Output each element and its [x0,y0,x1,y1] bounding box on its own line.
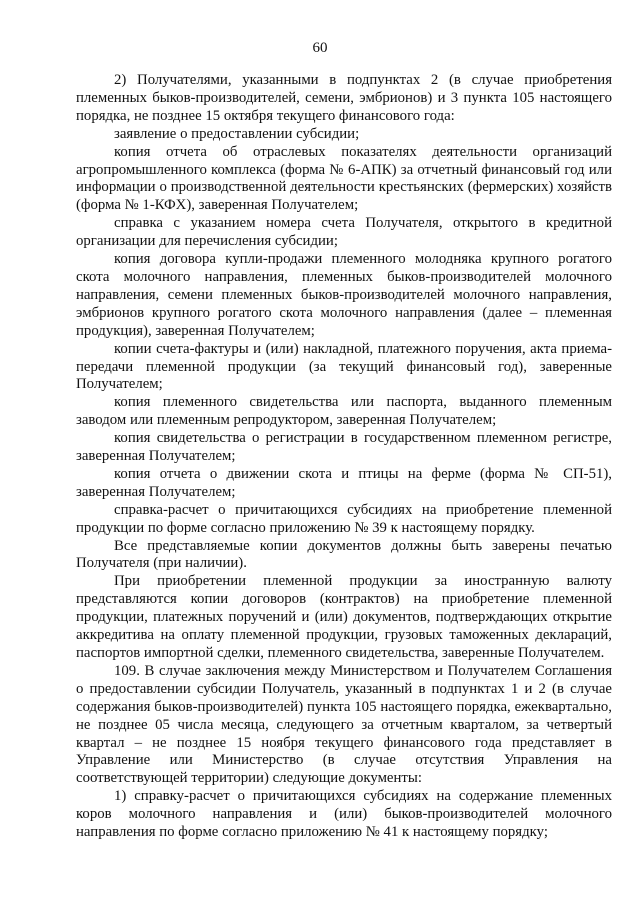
paragraph-subitem-1: 1) справку-расчет о причитающихся субсидиях на содержание племенных коров молочного направления и (или) быков-производителей молочного направления по форме согласно приложению № 41 к настоящему порядку; [76,788,612,841]
paragraph-report-copy: копия отчета об отраслевых показателях деятельности организаций агропромышленного комплекса (форма № 6-АПК) за отчетный финансовый год или информации о производственной деятельности крестьянских (фермерских) хозяйств (форма № 1-КФХ), заверенная Получателем; [76,143,612,214]
paragraph-seal-requirement: Все представляемые копии документов должны быть заверены печатью Получателя (при наличии). [76,537,612,572]
paragraph-livestock-report: копия отчета о движении скота и птицы на ферме (форма № СП-51), заверенная Получателем; [76,465,612,500]
paragraph-clause-109: 109. В случае заключения между Министерством и Получателем Соглашения о предоставлении субсидии Получатель, указанный в подпунктах 1 и 2 (в случае содержания быков-производителей) пункта 105 настоящего порядка, ежеквартально, не позднее 05 числа месяца, следующего за отчетным кварталом, за четвертый квартал – не позднее 15 ноября текущего финансового года представляет в Управление или Министерство (в случае отсутствия Управления на соответствующей территории) следующие документы: [76,662,612,787]
paragraph-registry-certificate: копия свидетельства о регистрации в государственном племенном регистре, заверенная Получателем; [76,430,612,465]
paragraph-invoice-copies: копии счета-фактуры и (или) накладной, платежного поручения, акта приема-передачи племенной продукции (за текущий финансовый год), заверенные Получателем; [76,340,612,393]
paragraph-2-recipients: 2) Получателями, указанными в подпунктах 2 (в случае приобретения племенных быков-производителей, семени, эмбрионов) и 3 пункта 105 настоящего порядка, не позднее 15 октября текущего финансового года: [76,72,612,124]
paragraph-breeding-certificate: копия племенного свидетельства или паспорта, выданного племенным заводом или племенным репродуктором, заверенная Получателем; [76,394,612,429]
paragraph-purchase-contract: копия договора купли-продажи племенного молодняка крупного рогатого скота молочного направления, племенных быков-производителей молочного направления, семени племенных быков-производителей молочного направления, эмбрионов крупного рогатого скота молочного направления (далее – племенная продукция), заверенная Получателем; [76,251,612,339]
paragraph-account-certificate: справка с указанием номера счета Получателя, открытого в кредитной организации для перечисления субсидии; [76,215,612,250]
paragraph-foreign-currency: При приобретении племенной продукции за иностранную валюту представляются копии договоров (контрактов) на приобретение племенной продукции, платежных поручений и (или) документов, подтверждающих открытие аккредитива на оплату племенной продукции, грузовых таможенных деклараций, паспортов импортной сделки, племенного свидетельства, заверенные Получателем. [76,573,612,661]
document-body [76,72,612,842]
page-number: 60 [312,40,328,56]
paragraph-application: заявление о предоставлении субсидии; [114,125,360,142]
paragraph-calculation-certificate: справка-расчет о причитающихся субсидиях на приобретение племенной продукции по форме согласно приложению № 39 к настоящему порядку. [76,501,612,536]
